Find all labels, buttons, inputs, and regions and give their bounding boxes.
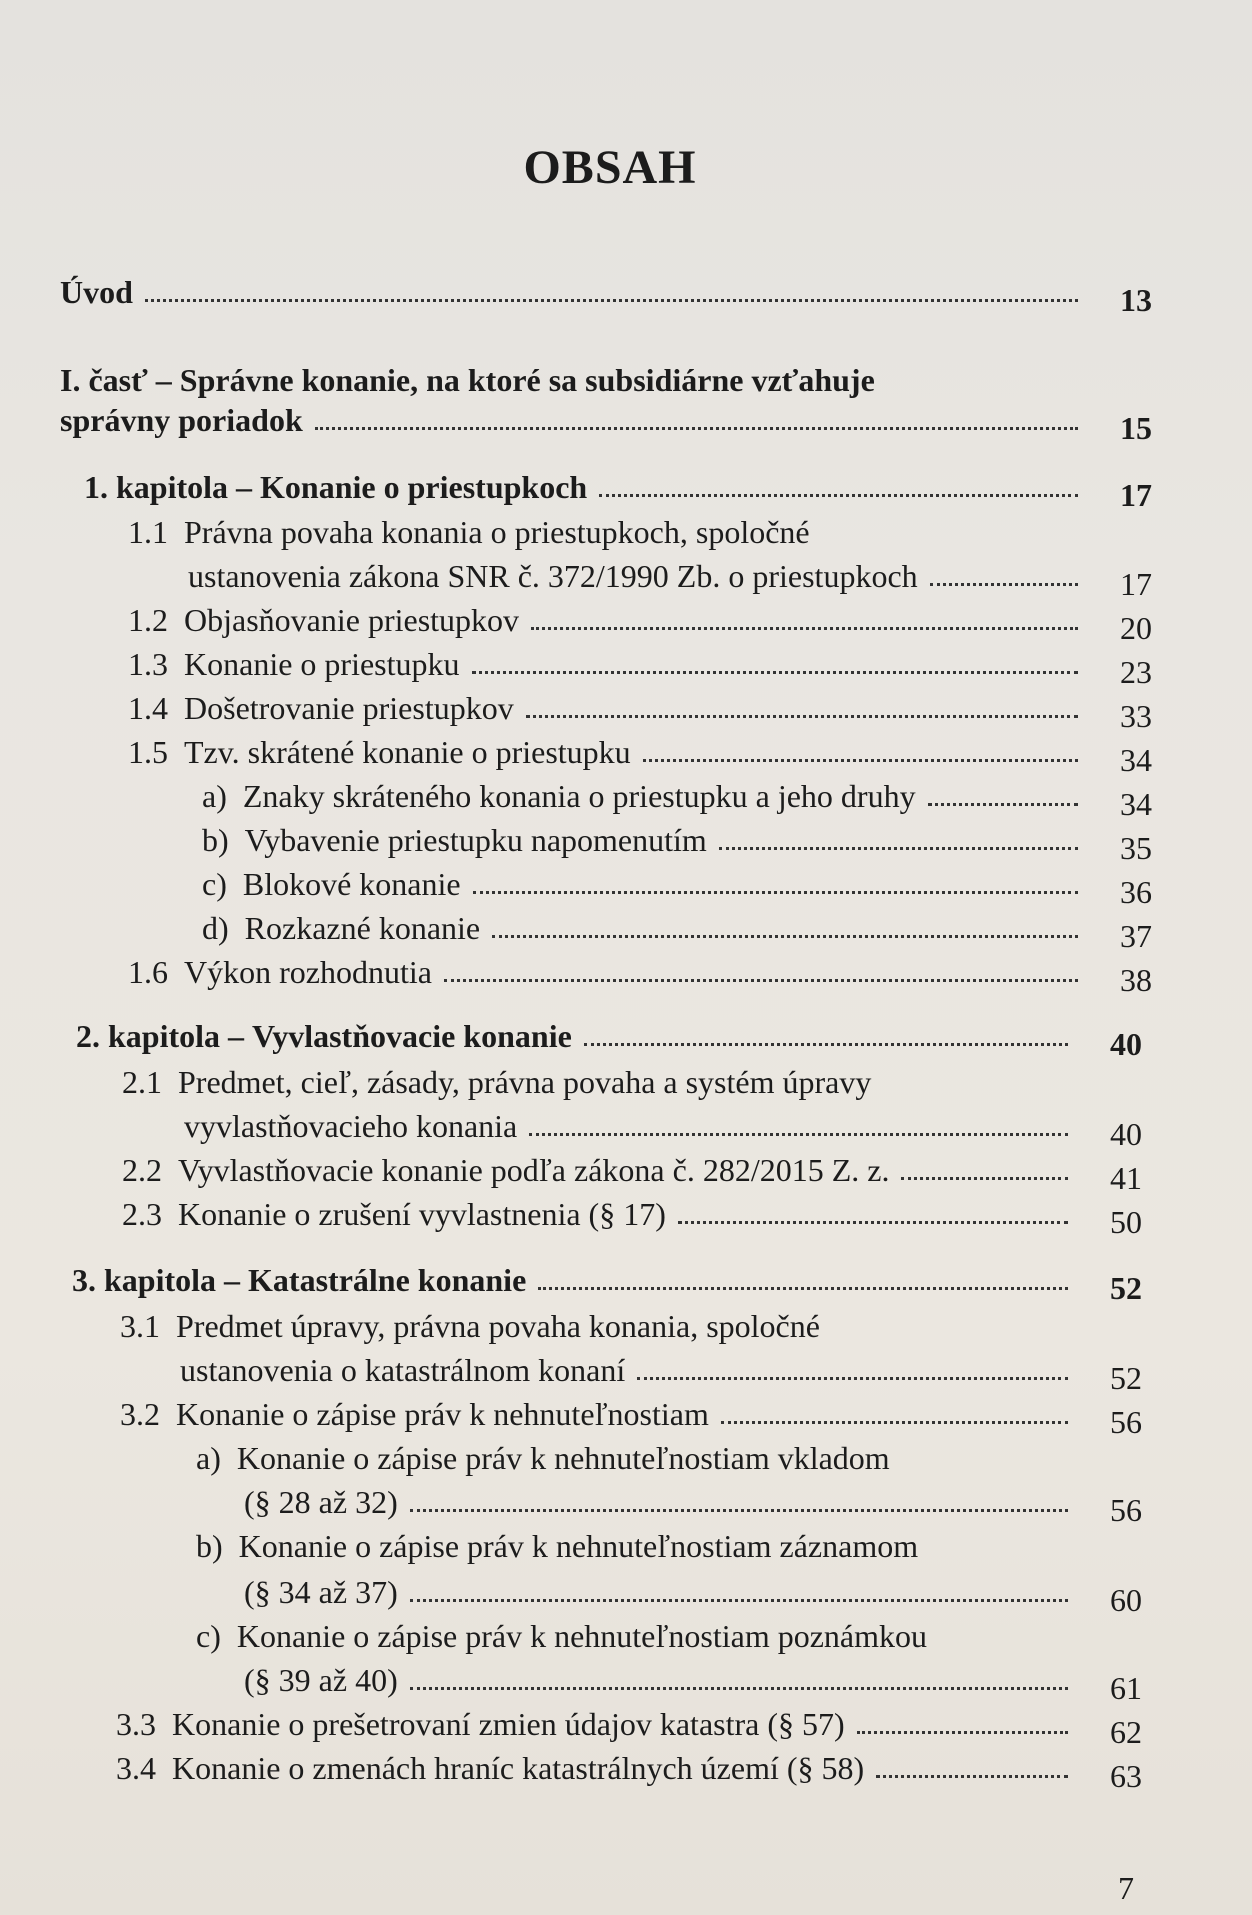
toc-entry-label: Výkon rozhodnutia <box>184 954 432 990</box>
toc-entry-label: Vyvlastňovacie konanie podľa zákona č. 282/2015 Z. z. <box>178 1152 890 1188</box>
toc-entry-part1 <box>60 400 1152 446</box>
toc-entry-number: 3.3 <box>116 1706 156 1742</box>
toc-entry-number: 2.3 <box>122 1196 162 1232</box>
toc-entry-label: ustanovenia o katastrálnom konaní <box>180 1352 626 1388</box>
toc-entry-label-line1: Konanie o zápise práv k nehnuteľnostiam poznámkou <box>236 1618 927 1654</box>
toc-entry-label: (§ 39 až 40) <box>244 1662 398 1698</box>
toc-entry-number: 3.4 <box>116 1750 156 1786</box>
leader-dots <box>857 1729 1068 1734</box>
toc-page-ref: 35 <box>1120 830 1152 866</box>
toc-entry-number: b) <box>196 1528 223 1564</box>
toc-entry-label: Konanie o zápise práv k nehnuteľnostiam <box>176 1396 709 1432</box>
toc-page-ref: 17 <box>1120 477 1152 513</box>
toc-entry-label: vyvlastňovacieho konania <box>184 1108 518 1144</box>
leader-dots <box>473 889 1078 894</box>
toc-page-ref: 41 <box>1110 1160 1142 1196</box>
toc-entry-label-line1: Právna povaha konania o priestupkoch, spoločné <box>184 514 810 550</box>
toc-entry-1-6 <box>128 952 1152 998</box>
toc-page-ref: 62 <box>1110 1714 1142 1750</box>
toc-entry-1-5-d <box>202 908 1152 954</box>
toc-page-ref: 63 <box>1110 1758 1142 1794</box>
leader-dots <box>584 1041 1068 1046</box>
toc-entry-label: Konanie o priestupkoch <box>260 469 588 505</box>
leader-dots <box>444 977 1078 982</box>
toc-entry-number: c) <box>196 1618 221 1654</box>
leader-dots <box>531 625 1078 630</box>
leader-dots <box>876 1773 1068 1778</box>
leader-dots <box>901 1175 1068 1180</box>
toc-entry-chapter2 <box>76 1016 1142 1062</box>
leader-dots <box>315 425 1078 430</box>
page-number: 7 <box>1118 1870 1134 1906</box>
leader-dots <box>637 1375 1068 1380</box>
toc-entry-2-1-line1 <box>122 1062 871 1102</box>
toc-page-ref: 13 <box>1120 282 1152 318</box>
toc-entry-label: Rozkazné konanie <box>244 910 481 946</box>
toc-entry-label: Vybavenie priestupku napomenutím <box>244 822 707 858</box>
leader-dots <box>538 1285 1068 1290</box>
toc-page-ref: 17 <box>1120 566 1152 602</box>
toc-entry-3-3 <box>116 1704 1142 1750</box>
leader-dots <box>529 1131 1068 1136</box>
toc-entry-label: Úvod <box>60 274 133 310</box>
leader-dots <box>410 1685 1068 1690</box>
page-title: OBSAH <box>523 141 697 194</box>
toc-entry-label-line1: Predmet, cieľ, zásady, právna povaha a systém úpravy <box>178 1064 872 1100</box>
toc-page-ref: 60 <box>1110 1582 1142 1618</box>
toc-entry-2-3 <box>122 1194 1142 1240</box>
toc-entry-uvod <box>60 272 1152 318</box>
toc-page-ref: 61 <box>1110 1670 1142 1706</box>
toc-entry-chapter1 <box>84 467 1152 513</box>
leader-dots <box>678 1219 1068 1224</box>
toc-entry-label: Blokové konanie <box>242 866 461 902</box>
toc-entry-number: 2. kapitola – <box>76 1018 245 1054</box>
toc-entry-chapter3 <box>72 1260 1142 1306</box>
toc-entry-label: Konanie o zmenách hraníc katastrálnych území (§ 58) <box>172 1750 865 1786</box>
leader-dots <box>928 801 1078 806</box>
toc-entry-label: Konanie o priestupku <box>184 646 460 682</box>
toc-entry-number: 1.6 <box>128 954 168 990</box>
toc-entry-label: Tzv. skrátené konanie o priestupku <box>184 734 631 770</box>
leader-dots <box>719 845 1078 850</box>
leader-dots <box>599 492 1078 497</box>
toc-entry-3-4 <box>116 1748 1142 1794</box>
toc-page-ref: 15 <box>1120 410 1152 446</box>
toc-entry-number: 1.5 <box>128 734 168 770</box>
toc-entry-3-2-a-line1 <box>196 1438 890 1478</box>
toc-entry-3-2-a <box>244 1482 1142 1528</box>
toc-page-ref: 37 <box>1120 918 1152 954</box>
toc-entry-number: 1.3 <box>128 646 168 682</box>
toc-entry-1-5-a <box>202 776 1152 822</box>
toc-entry-1-3 <box>128 644 1152 690</box>
toc-page-ref: 33 <box>1120 698 1152 734</box>
leader-dots <box>145 297 1078 302</box>
toc-entry-1-2 <box>128 600 1152 646</box>
toc-entry-number: d) <box>202 910 229 946</box>
toc-entry-3-1-line1 <box>120 1306 820 1346</box>
toc-page-ref: 38 <box>1120 962 1152 998</box>
toc-entry-number: 3. kapitola – <box>72 1262 241 1298</box>
toc-page-ref: 20 <box>1120 610 1152 646</box>
toc-page-ref: 23 <box>1120 654 1152 690</box>
toc-entry-number: 3.2 <box>120 1396 160 1432</box>
toc-entry-number: b) <box>202 822 229 858</box>
toc-page-ref: 40 <box>1110 1116 1142 1152</box>
leader-dots <box>930 581 1078 586</box>
toc-entry-label: Konanie o zrušení vyvlastnenia (§ 17) <box>178 1196 666 1232</box>
toc-entry-number: 3.1 <box>120 1308 160 1344</box>
toc-entry-number: 1.2 <box>128 602 168 638</box>
toc-entry-2-1 <box>184 1106 1142 1152</box>
leader-dots <box>721 1419 1068 1424</box>
toc-entry-label: (§ 34 až 37) <box>244 1574 398 1610</box>
toc-entry-label-line1: Konanie o zápise práv k nehnuteľnostiam vkladom <box>236 1440 890 1476</box>
toc-entry-1-5-c <box>202 864 1152 910</box>
leader-dots <box>410 1507 1068 1512</box>
toc-page-ref: 56 <box>1110 1492 1142 1528</box>
toc-entry-1-1 <box>188 556 1152 602</box>
toc-entry-number: 1.1 <box>128 514 168 550</box>
toc-page-ref: 34 <box>1120 786 1152 822</box>
toc-entry-label: Konanie o prešetrovaní zmien údajov katastra (§ 57) <box>172 1706 845 1742</box>
toc-entry-3-2-c <box>244 1660 1142 1706</box>
toc-page-ref: 50 <box>1110 1204 1142 1240</box>
leader-dots <box>643 757 1078 762</box>
toc-entry-1-1-line1 <box>128 512 810 552</box>
toc-entry-3-2-b <box>244 1572 1142 1618</box>
toc-entry-label: ustanovenia zákona SNR č. 372/1990 Zb. o priestupkoch <box>188 558 918 594</box>
toc-page-ref: 36 <box>1120 874 1152 910</box>
toc-entry-number: 2.2 <box>122 1152 162 1188</box>
toc-page-ref: 40 <box>1110 1026 1142 1062</box>
toc-entry-part1-line1: I. časť – Správne konanie, na ktoré sa subsidiárne vzťahuje <box>60 362 875 398</box>
toc-entry-label: Došetrovanie priestupkov <box>184 690 514 726</box>
toc-entry-2-2 <box>122 1150 1142 1196</box>
toc-page-ref: 56 <box>1110 1404 1142 1440</box>
toc-page-ref: 52 <box>1110 1270 1142 1306</box>
toc-entry-3-2-c-line1 <box>196 1616 927 1656</box>
toc-entry-label: Vyvlastňovacie konanie <box>252 1018 572 1054</box>
leader-dots <box>526 713 1078 718</box>
toc-entry-number: a) <box>196 1440 221 1476</box>
toc-entry-label-line1: Predmet úpravy, právna povaha konania, spoločné <box>176 1308 820 1344</box>
toc-entry-label: správny poriadok <box>60 402 303 438</box>
toc-entry-label: Znaky skráteného konania o priestupku a jeho druhy <box>242 778 916 814</box>
toc-entry-3-2-b-line1 <box>196 1526 918 1566</box>
toc-page-ref: 52 <box>1110 1360 1142 1396</box>
toc-page-ref: 34 <box>1120 742 1152 778</box>
toc-entry-label-line1: Konanie o zápise práv k nehnuteľnostiam záznamom <box>238 1528 919 1564</box>
leader-dots <box>410 1597 1068 1602</box>
toc-entry-3-2 <box>120 1394 1142 1440</box>
toc-entry-1-5 <box>128 732 1152 778</box>
toc-entry-number: c) <box>202 866 227 902</box>
toc-entry-label: Objasňovanie priestupkov <box>184 602 520 638</box>
toc-entry-1-4 <box>128 688 1152 734</box>
toc-entry-number: 1.4 <box>128 690 168 726</box>
leader-dots <box>492 933 1078 938</box>
toc-entry-number: a) <box>202 778 227 814</box>
toc-entry-1-5-b <box>202 820 1152 866</box>
toc-entry-3-1 <box>180 1350 1142 1396</box>
toc-entry-label: Katastrálne konanie <box>248 1262 527 1298</box>
leader-dots <box>472 669 1079 674</box>
toc-entry-number: 2.1 <box>122 1064 162 1100</box>
toc-entry-number: 1. kapitola – <box>84 469 253 505</box>
toc-entry-label: (§ 28 až 32) <box>244 1484 398 1520</box>
